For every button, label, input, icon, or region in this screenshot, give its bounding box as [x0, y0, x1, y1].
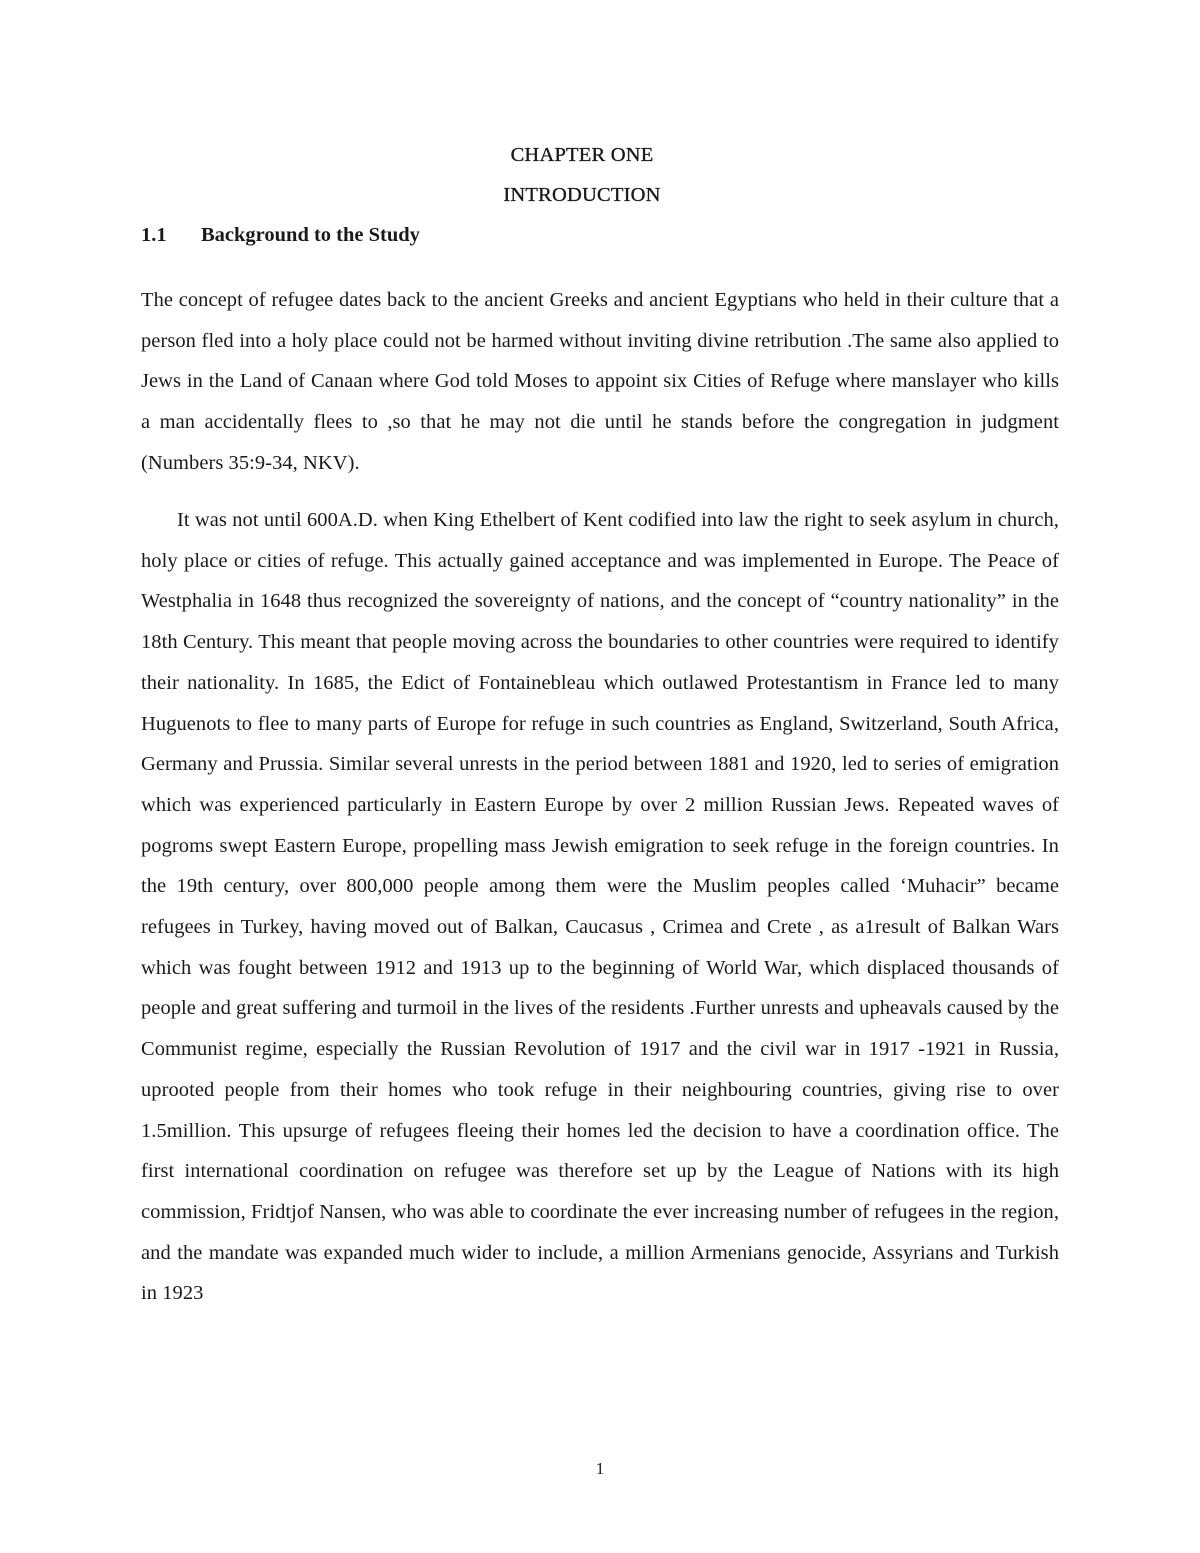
- chapter-title: CHAPTER ONE: [510, 144, 654, 166]
- chapter-subtitle: INTRODUCTION: [503, 184, 661, 206]
- section-title: Background to the Study: [201, 224, 420, 246]
- page-number: 1: [595, 1459, 605, 1478]
- body-paragraph: The concept of refugee dates back to the ancient Greeks and ancient Egyptians who held in their culture that a person fled into a holy place could not be harmed without inviting divine retribution .The same also applied to Jews in the Land of Canaan where God told Moses to appoint six Cities of Refuge where manslayer who kills a man accidentally flees to ,so that he may not die until he stands before the congregation in judgment (Numbers 35:9-34, NKV).: [141, 289, 1059, 474]
- body-paragraph: It was not until 600A.D. when King Ethelbert of Kent codified into law the right to seek asylum in church, holy place or cities of refuge. This actually gained acceptance and was implemented in Europe. The Peace of Westphalia in 1648 thus recognized the sovereignty of nations, and the concept of “country nationality” in the 18th Century. This meant that people moving across the boundaries to other countries were required to identify their nationality. In 1685, the Edict of Fontainebleau which outlawed Protestantism in France led to many Huguenots to flee to many parts of Europe for refuge in such countries as England, Switzerland, South Africa, Germany and Prussia. Similar several unrests in the period between 1881 and 1920, led to series of emigration which was experienced particularly in Eastern Europe by over 2 million Russian Jews. Repeated waves of pogroms swept Eastern Europe, propelling mass Jewish emigration to seek refuge in the foreign countries. In the 19th century, over 800,000 people among them were the Muslim peoples called ‘Muhacir” became refugees in Turkey, having moved out of Balkan, Caucasus , Crimea and Crete , as a1result of Balkan Wars which was fought between 1912 and 1913 up to the beginning of World War, which displaced thousands of people and great suffering and turmoil in the lives of the residents .Further unrests and upheavals caused by the Communist regime, especially the Russian Revolution of 1917 and the civil war in 1917 -1921 in Russia, uprooted people from their homes who took refuge in their neighbouring countries, giving rise to over 1.5million. This upsurge of refugees fleeing their homes led the decision to have a coordination office. The first international coordination on refugee was therefore set up by the League of Nations with its high commission, Fridtjof Nansen, who was able to coordinate the ever increasing number of refugees in the region, and the mandate was expanded much wider to include, a million Armenians genocide, Assyrians and Turkish in 1923: [141, 509, 1059, 1305]
- section-number: 1.1: [141, 224, 167, 246]
- section-heading: [141, 224, 420, 247]
